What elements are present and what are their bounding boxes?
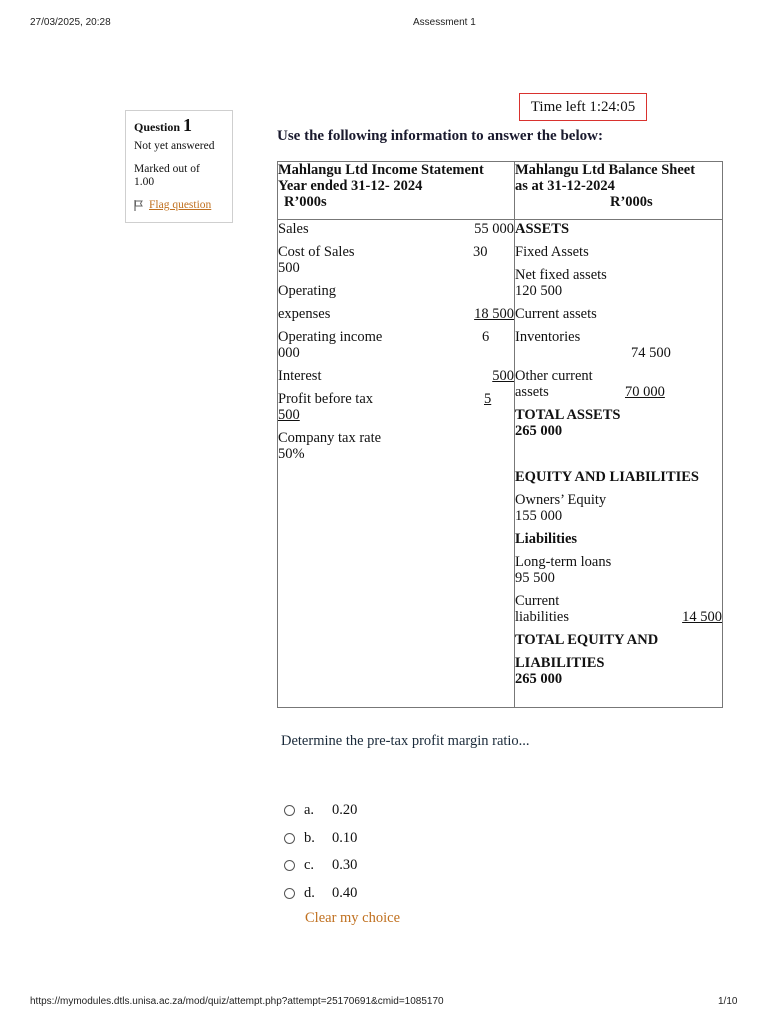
balance-sheet-header: Mahlangu Ltd Balance Sheet as at 31-12-2024 R’000s bbox=[515, 162, 723, 220]
print-title: Assessment 1 bbox=[413, 17, 476, 28]
radio-button[interactable] bbox=[284, 888, 295, 899]
print-page-number: 1/10 bbox=[718, 996, 738, 1007]
question-label: Question 1 bbox=[134, 115, 193, 135]
clear-choice-link[interactable]: Clear my choice bbox=[305, 910, 401, 926]
radio-button[interactable] bbox=[284, 805, 295, 816]
radio-button[interactable] bbox=[284, 833, 295, 844]
option-c[interactable]: c. 0.30 bbox=[284, 852, 357, 880]
option-a[interactable]: a. 0.20 bbox=[284, 797, 357, 825]
print-url: https://mymodules.dtls.unisa.ac.za/mod/quiz/attempt.php?attempt=25170691&cmid=1085170 bbox=[30, 996, 444, 1007]
income-statement-header: Mahlangu Ltd Income Statement Year ended 31-12- 2024 R’000s bbox=[278, 162, 515, 220]
question-mark: Marked out of 1.00 bbox=[134, 163, 200, 188]
question-prompt: Determine the pre-tax profit margin ratio... bbox=[281, 733, 530, 749]
income-statement-body: Sales 55 000 Cost of Sales 30 500 Operating expenses 18 500 Operating income 6 000 Interest 500 Profit before tax 5 500 Company tax rate 50% bbox=[278, 220, 515, 708]
time-left: Time left 1:24:05 bbox=[519, 93, 647, 121]
option-b[interactable]: b. 0.10 bbox=[284, 825, 357, 853]
financial-statements-table bbox=[277, 161, 723, 708]
radio-button[interactable] bbox=[284, 860, 295, 871]
print-datetime: 27/03/2025, 20:28 bbox=[30, 17, 111, 28]
balance-sheet-body: ASSETS Fixed Assets Net fixed assets 120 500 Current assets Inventories 74 500 Other current assets 70 000 TOTAL ASSETS 265 000 EQUITY AND LIABILITIES Owners’ Equity 155 000 Liabilities Long-term loans 95 500 Current liabilities 14 500 TOTAL EQUITY AND LIABILITIES 265 000 bbox=[515, 220, 723, 708]
flag-icon bbox=[134, 200, 144, 211]
question-intro: Use the following information to answer the below: bbox=[277, 128, 603, 144]
answer-options bbox=[284, 797, 357, 907]
question-status: Not yet answered bbox=[134, 140, 215, 152]
flag-question-link[interactable]: Flag question bbox=[134, 199, 232, 212]
option-d[interactable]: d. 0.40 bbox=[284, 880, 357, 908]
question-info-block bbox=[125, 110, 233, 223]
